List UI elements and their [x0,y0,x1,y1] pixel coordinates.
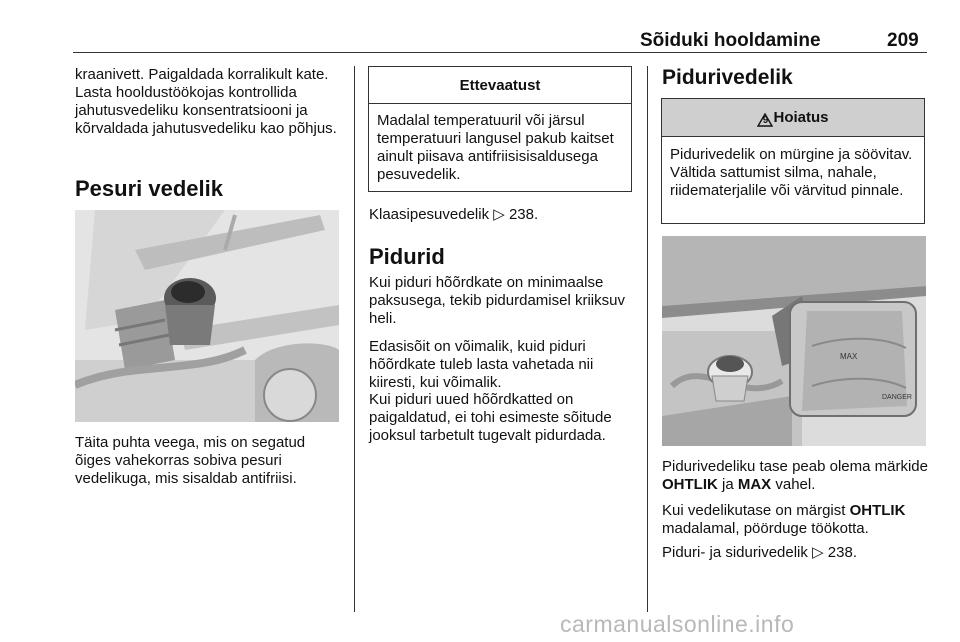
keyword-ohtlik: OHTLIK [662,476,718,493]
caution-title: Ettevaatust [369,67,631,104]
tank-danger-label: DANGER [882,394,912,401]
washer-fluid-photo [75,210,339,422]
brakes-paragraph-2: Edasisõit on võimalik, kuid piduri hõõrdkate tuleb lasta vahetada nii kiiresti, kui võimalik. [369,338,594,391]
reference-page: 238. [508,206,539,223]
reference-arrow-icon: ▷ [493,206,505,223]
level-text-and: ja [722,476,734,493]
warning-box [661,98,925,224]
warning-header [662,99,924,137]
level-text-start: Pidurivedeliku tase peab olema märkide [662,458,928,475]
brake-fluid-photo [662,236,926,446]
brake-fluid-heading: Pidurivedelik [662,66,793,89]
watermark: carmanualsonline.info [560,611,795,637]
reference-text-2: Piduri- ja sidurivedelik [662,544,808,561]
reference-page-2: 238. [827,544,857,561]
warning-triangle-icon: 9 [757,113,773,127]
washer-fluid-reference[interactable] [369,206,538,224]
warning-text: Pidurivedelik on mürgine ja söövitav. Vältida sattumist silma, nahale, riidematerjalile või värvitud pinnale. [670,146,913,199]
brakes-paragraph-1: Kui piduri hõõrdkate on minimaalse paksusega, tekib pidurdamisel kriiksuv heli. [369,274,625,327]
brakes-paragraph-3: Kui piduri uued hõõrdkatted on paigaldatud, ei tohi esimeste sõitude jooksul tarbetult tugevalt pidurdada. [369,391,612,444]
brake-clutch-fluid-reference[interactable] [662,544,857,562]
column-separator-1 [354,66,355,612]
warning-title: Hoiatus [773,109,829,126]
reference-arrow-icon-2: ▷ [812,544,824,561]
brake-fluid-level-text [662,458,928,494]
page-number: 209 [887,30,919,51]
tank-max-label: MAX [840,352,858,361]
level-text-end: vahel. [775,476,816,493]
brake-fluid-low-text [662,502,928,538]
brakes-heading: Pidurid [369,244,445,269]
washer-fluid-caption: Täita puhta veega, mis on segatud õiges vahekorras sobiva pesuri vedelikuga, mis sisaldab antifriisi. [75,434,306,487]
column-separator-2 [647,66,648,612]
header-rule [73,52,927,53]
caution-text: Madalal temperatuuril või järsul temperatuuri langusel pakub kaitset ainult piisava antifriisisisaldusega pesuvedelik. [377,112,614,183]
washer-fluid-heading: Pesuri vedelik [75,176,223,201]
keyword-ohtlik-2: OHTLIK [849,502,906,519]
coolant-intro-text: kraanivett. Paigaldada korralikult kate. Lasta hooldustöökojas kontrollida jahutusvedeliku konsentratsiooni ja kõrvaldada jahutusvedeliku kao põhjus. [75,66,337,137]
low-text-start: Kui vedelikutase on märgist [662,502,846,519]
keyword-max: MAX [737,476,772,493]
low-text-end: madalamal, pöörduge töökotta. [662,520,869,537]
caution-box [368,66,632,192]
page-header-title: Sõiduki hooldamine [640,30,821,51]
reference-text: Klaasipesuvedelik [369,206,490,223]
